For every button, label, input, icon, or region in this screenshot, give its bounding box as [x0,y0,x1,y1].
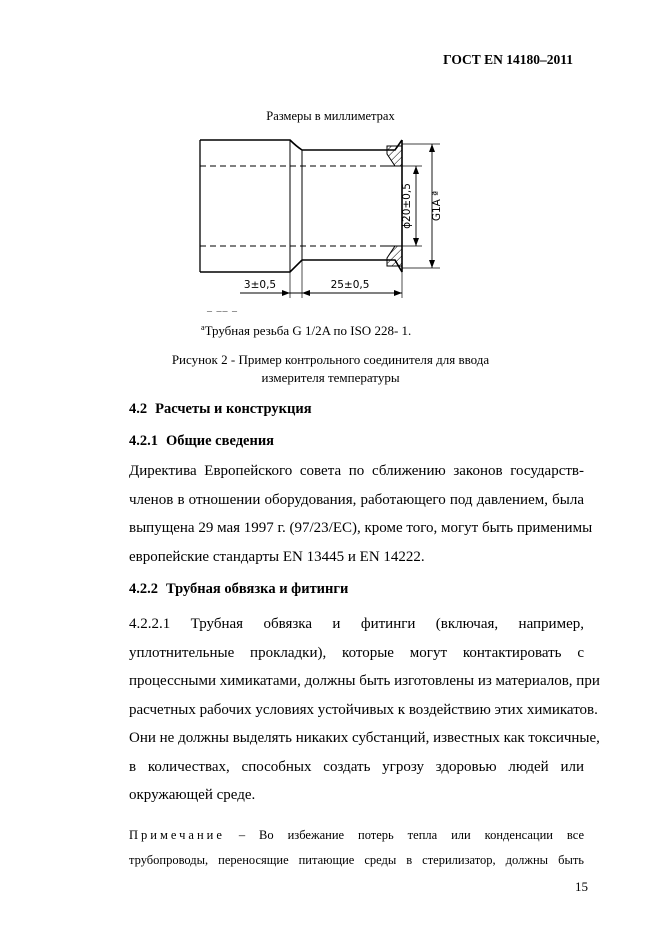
paragraph-line: Директива Европейского совета по сближению законов государств- [129,463,584,479]
paragraph-piping [129,610,600,810]
paragraph-line: европейские стандарты EN 13445 и EN 14222. [129,548,425,565]
caption-line-2: измерителя температуры [261,370,400,385]
section-heading-4-2-2: 4.2.2 Трубная обвязка и фитинги [129,581,349,597]
footnote-separator: – –– – [207,306,238,317]
paragraph-line: окружающей среде. [129,787,256,803]
connector-drawing [190,128,470,306]
hatched-section-bottom [387,246,402,266]
figure-units-label: Размеры в миллиметрах [266,109,395,123]
paragraph-line: процессными химикатами, должны быть изготовлены из материалов, при [129,673,600,689]
section-heading-4-2: 4.2 Расчеты и конструкция [129,401,312,417]
paragraph-line: выпущена 29 мая 1997 г. (97/23/ЕС), кроме того, могут быть применимы [129,520,593,536]
paragraph-general [129,457,593,571]
right-dimension-label: 25±0,5 [330,279,370,291]
note-label: Примечание [129,828,225,842]
hatched-section-top [387,146,402,166]
paragraph-line: 4.2.2.1 Трубная обвязка и фитинги (включая, например, [129,616,584,632]
pipe-outline [200,140,402,150]
figure-footnote [201,323,411,339]
paragraph-line: уплотнительные прокладки), которые могут контактировать с [129,644,584,661]
left-dimension-label: 3±0,5 [243,279,277,291]
footnote-mark: a [201,323,205,332]
section-heading-4-2-1: 4.2.1 Общие сведения [129,433,275,449]
footnote-text: Трубная резьба G 1/2A по ISO 228- 1. [204,323,412,338]
figure-caption [0,351,661,387]
paragraph-line: членов в отношении оборудования, работающего под давлением, была [129,491,584,508]
document-header: ГОСТ EN 14180–2011 [443,52,573,67]
note-text-1: – Во избежание потерь тепла или конденсации все [224,828,584,842]
note-line-1 [129,823,584,848]
paragraph-line: расчетных рабочих условиях устойчивых к воздействию этих химикатов. [129,701,598,718]
page-number: 15 [575,879,588,894]
note-line-2: трубопроводы, переносящие питающие среды в стерилизатор, должны быть [129,853,584,867]
paragraph-line: Они не должны выделять никаких субстанций, известных как токсичные, [129,730,600,746]
caption-line-1: Рисунок 2 - Пример контрольного соединителя для ввода [171,352,490,367]
note-block [129,823,584,873]
diameter-dimension-label: ϕ20±0,5 [401,183,413,229]
paragraph-line: в количествах, способных создать угрозу здоровью людей или [129,758,584,775]
thread-dimension-label: G1A ª [431,190,443,222]
